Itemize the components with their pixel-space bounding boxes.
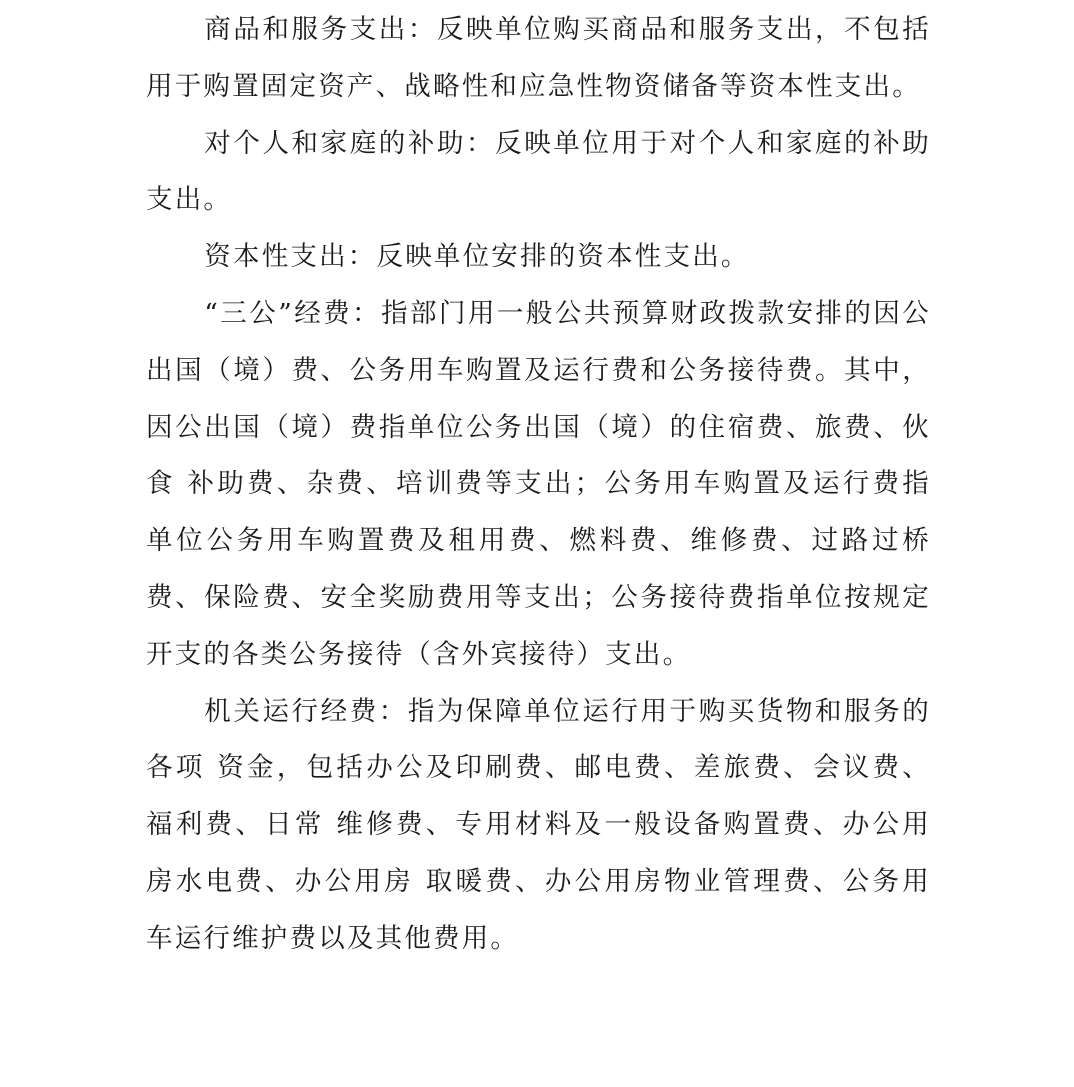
paragraph-household-subsidy: 对个人和家庭的补助：反映单位用于对个人和家庭的补助支出。 [146,127,931,216]
document-body [146,2,931,968]
paragraph-operating-expenses: 机关运行经费：指为保障单位运行用于购买货物和服务的各项 资金，包括办公及印刷费、邮电费、差旅费、会议费、福利费、日常 维修费、专用材料及一般设备购置费、办公用房水电费、办公用房 取暖费、办公用房物业管理费、公务用车运行维护费以及其他费用。 [146,695,931,954]
paragraph-capital-expenditure: 资本性支出：反映单位安排的资本性支出。 [204,241,750,273]
paragraph-three-public-expenses: “三公”经费：指部门用一般公共预算财政拨款安排的因公出国（境）费、公务用车购置及运行费和公务接待费。其中，因公出国（境）费指单位公务出国（境）的住宿费、旅费、伙食 补助费、杂费、培训费等支出；公务用车购置及运行费指单位公务用车购置费及租用费、燃料费、维修费、过路过桥费、保险费、安全奖励费用等支出；公务接待费指单位按规定开支的各类公务接待（含外宾接待）支出。 [146,297,931,670]
paragraph-goods-services: 商品和服务支出：反映单位购买商品和服务支出，不包括用于购置固定资产、战略性和应急性物资储备等资本性支出。 [146,14,931,102]
